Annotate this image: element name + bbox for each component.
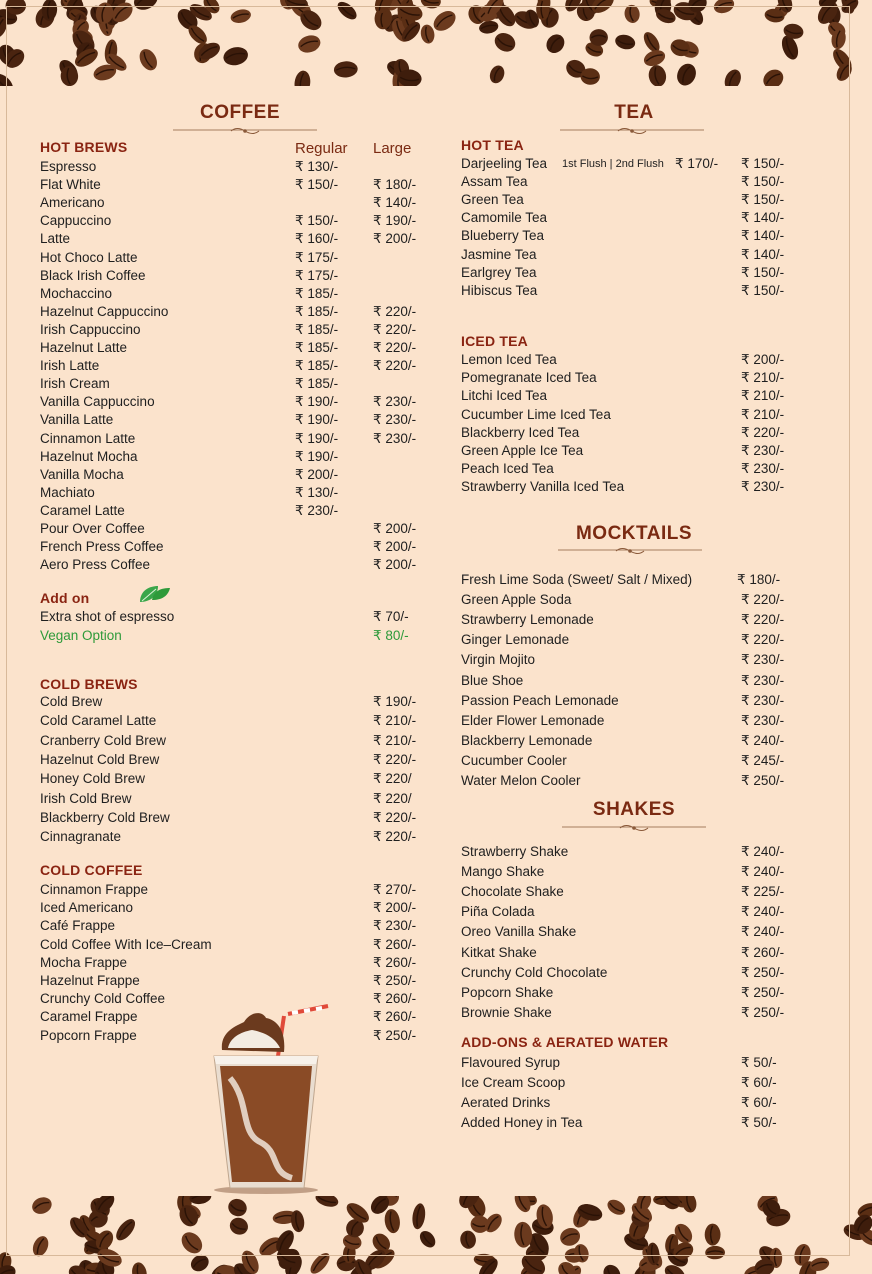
tea-title: TEA	[614, 102, 654, 123]
item-price: ₹ 240/-	[741, 844, 785, 859]
item-name: Irish Cold Brew	[40, 790, 132, 806]
item-price: ₹ 210/-	[741, 370, 785, 386]
menu-item-pomegranate-iced-tea	[461, 369, 821, 387]
item-name: Aerated Drinks	[461, 1095, 551, 1111]
item-name: Elder Flower Lemonade	[461, 712, 605, 728]
item-name: Green Apple Ice Tea	[461, 443, 584, 458]
item-name: Cucumber Lime Iced Tea	[461, 406, 611, 422]
large-column-header: Large	[373, 140, 412, 157]
add-on-heading: Add on	[40, 590, 90, 606]
item-price: ₹ 50/-	[741, 1055, 777, 1070]
item-name: Blackberry Lemonade	[461, 732, 593, 748]
item-large-price: ₹ 230/-	[373, 412, 417, 428]
item-name: Cold Caramel Latte	[40, 713, 157, 729]
item-name: Ice Cream Scoop	[461, 1075, 566, 1091]
menu-item-iced-americano	[40, 899, 417, 917]
item-regular-price: ₹ 175/-	[295, 249, 339, 265]
mocktails-divider-ornament	[558, 546, 702, 556]
item-name: Darjeeling Tea	[461, 156, 548, 171]
item-name: Ginger Lemonade	[461, 632, 570, 648]
item-name: Blackberry Cold Brew	[40, 809, 170, 825]
item-price: ₹ 220/-	[373, 751, 417, 767]
iced-tea-heading: ICED TEA	[461, 333, 528, 349]
item-regular-price: ₹ 130/-	[295, 159, 339, 174]
menu-item-hazelnut-mocha	[40, 448, 400, 466]
item-price: ₹ 220/-	[741, 424, 785, 440]
item-price: ₹ 150/-	[741, 264, 785, 280]
coffee-title: COFFEE	[199, 102, 281, 123]
menu-item-crunchy-cold-chocolate	[461, 964, 821, 982]
item-price: ₹ 150/-	[741, 156, 785, 171]
item-name: Honey Cold Brew	[40, 771, 146, 787]
item-price: ₹ 210/-	[741, 406, 785, 422]
item-price: ₹ 50/-	[741, 1115, 777, 1131]
item-price: ₹ 245/-	[741, 752, 785, 768]
menu-item-peach-iced-tea	[461, 460, 821, 478]
item-name: Irish Latte	[40, 358, 100, 374]
menu-item-mango-shake	[461, 863, 821, 881]
item-name: Popcorn Shake	[461, 984, 554, 1000]
item-large-price: ₹ 220/-	[373, 321, 417, 337]
menu-item-irish-cream	[40, 375, 400, 393]
item-name: Assam Tea	[461, 174, 528, 190]
item-regular-price: ₹ 200/-	[295, 466, 339, 482]
item-name: Oreo Vanilla Shake	[461, 924, 577, 940]
item-large-price: ₹ 230/-	[373, 394, 417, 410]
menu-item-green-tea	[461, 191, 801, 209]
item-price: ₹ 140/-	[741, 246, 785, 262]
item-name: Hot Choco Latte	[40, 249, 138, 265]
menu-item-mocha-frappe	[40, 954, 417, 972]
item-name: Flavoured Syrup	[461, 1055, 561, 1070]
item-name: Espresso	[40, 159, 97, 174]
menu-item-cold-brew	[40, 693, 417, 711]
item-name: Irish Cream	[40, 376, 110, 392]
item-price: ₹ 220/-	[373, 829, 417, 845]
item-name: Vanilla Mocha	[40, 466, 124, 482]
menu-item-litchi-iced-tea	[461, 387, 821, 405]
item-name: Popcorn Frappe	[40, 1027, 137, 1043]
menu-item-added-honey-in-tea	[461, 1114, 821, 1132]
item-name: Strawberry Vanilla Iced Tea	[461, 479, 625, 495]
menu-item-blueberry-tea	[461, 227, 801, 245]
menu-item-water-melon-cooler	[461, 772, 821, 790]
item-name: Brownie Shake	[461, 1004, 552, 1020]
menu-item-popcorn-shake	[461, 984, 821, 1002]
menu-item-blue-shoe	[461, 672, 821, 690]
item-name: Vanilla Cappuccino	[40, 394, 155, 410]
menu-item-vanilla-mocha	[40, 466, 400, 484]
menu-item-virgin-mojito	[461, 651, 821, 669]
item-price: ₹ 210/-	[741, 388, 785, 404]
item-name: Mocha Frappe	[40, 954, 128, 970]
item-name: Strawberry Shake	[461, 844, 569, 859]
item-name: Vegan Option	[40, 627, 122, 643]
menu-item-vegan-option	[40, 627, 409, 645]
item-price: ₹ 240/-	[741, 864, 785, 880]
menu-item-black-irish-coffee	[40, 267, 400, 285]
item-name: Blackberry Iced Tea	[461, 424, 580, 440]
item-name: Lemon Iced Tea	[461, 352, 557, 367]
item-large-price: ₹ 200/-	[373, 521, 417, 536]
item-large-price: ₹ 220/-	[373, 303, 417, 319]
item-price: ₹ 220/-	[373, 809, 417, 825]
item-name: Vanilla Latte	[40, 412, 114, 428]
item-large-price: ₹ 140/-	[373, 195, 417, 211]
item-price: ₹ 225/-	[741, 884, 785, 900]
item-price: ₹ 250/-	[741, 773, 785, 788]
item-regular-price: ₹ 190/-	[295, 412, 339, 428]
menu-item-blackberry-lemonade	[461, 732, 821, 750]
item-name: Cold Coffee With Ice–Cream	[40, 936, 212, 952]
item-price: ₹ 230/-	[741, 652, 785, 668]
item-price: ₹ 260/-	[741, 944, 785, 960]
menu-item-cold-caramel-latte	[40, 712, 417, 730]
menu-item-earlgrey-tea	[461, 264, 801, 282]
item-name: Cinnagranate	[40, 829, 122, 845]
item-price: ₹ 230/-	[741, 479, 785, 495]
item-price: ₹ 250/-	[741, 964, 785, 980]
menu-item-oreo-vanilla-shake	[461, 923, 821, 941]
item-name: Machiato	[40, 484, 95, 500]
menu-item-chocolate-shake	[461, 883, 821, 901]
item-name: Iced Americano	[40, 900, 134, 916]
item-name: Earlgrey Tea	[461, 264, 537, 280]
item-price: ₹ 80/-	[373, 627, 409, 643]
item-price: ₹ 200/-	[373, 900, 417, 916]
item-large-price: ₹ 220/-	[373, 340, 417, 355]
menu-item-camomile-tea	[461, 209, 801, 227]
item-price: ₹ 240/-	[741, 732, 785, 748]
item-regular-price: ₹ 190/-	[295, 430, 339, 446]
menu-item-caf-frappe	[40, 917, 417, 935]
item-price: ₹ 60/-	[741, 1095, 777, 1111]
item-name: Chocolate Shake	[461, 884, 564, 900]
menu-item-cold-coffee-with-ice-cream	[40, 936, 417, 954]
item-name: Strawberry Lemonade	[461, 612, 594, 628]
item-name: Peach Iced Tea	[461, 461, 554, 477]
item-regular-price: ₹ 160/-	[295, 231, 339, 247]
item-name: Mango Shake	[461, 864, 545, 880]
menu-item-assam-tea	[461, 173, 801, 191]
addons-aerated-heading: ADD-ONS & AERATED WATER	[461, 1034, 669, 1050]
item-name: French Press Coffee	[40, 539, 164, 555]
item-name: Mochaccino	[40, 285, 113, 301]
menu-item-extra-shot-of-espresso	[40, 608, 409, 626]
item-name: Cold Brew	[40, 694, 103, 709]
item-price: ₹ 220/	[373, 790, 412, 806]
item-large-price: ₹ 180/-	[373, 177, 417, 193]
menu-item-hazelnut-frappe	[40, 972, 417, 990]
item-price: ₹ 200/-	[741, 352, 785, 367]
item-price: ₹ 70/-	[373, 609, 409, 624]
item-price: ₹ 150/-	[741, 192, 785, 208]
menu-item-elder-flower-lemonade	[461, 712, 821, 730]
hot-brews-heading: HOT BREWS	[40, 139, 128, 155]
menu-item-hot-choco-latte	[40, 249, 400, 267]
item-price: ₹ 230/-	[741, 692, 785, 708]
item-price: ₹ 230/-	[741, 461, 785, 477]
menu-item-machiato	[40, 484, 400, 502]
item-regular-price: ₹ 150/-	[295, 213, 339, 229]
item-name: Fresh Lime Soda (Sweet/ Salt / Mixed)	[461, 572, 693, 587]
item-name: Cinnamon Frappe	[40, 882, 149, 897]
menu-item-strawberry-shake	[461, 843, 821, 861]
item-name: Café Frappe	[40, 918, 116, 934]
shakes-divider-ornament	[562, 823, 706, 833]
item-price: ₹ 240/-	[741, 904, 785, 920]
item-name: Kitkat Shake	[461, 944, 537, 960]
item-regular-price: ₹ 185/-	[295, 358, 339, 374]
menu-item-mochaccino	[40, 285, 400, 303]
menu-item-aero-press-coffee	[40, 556, 417, 574]
item-name: Jasmine Tea	[461, 246, 537, 262]
menu-item-cucumber-lime-iced-tea	[461, 406, 821, 424]
menu-item-cranberry-cold-brew	[40, 732, 417, 750]
menu-item-hazelnut-latte	[40, 339, 417, 357]
item-large-price: ₹ 230/-	[373, 430, 417, 446]
item-price: ₹ 250/-	[373, 1027, 417, 1043]
frappe-glass-illustration	[200, 1002, 330, 1198]
menu-item-vanilla-cappuccino	[40, 393, 417, 411]
item-name: Hibiscus Tea	[461, 282, 538, 298]
item-name: Cappuccino	[40, 213, 112, 229]
item-regular-price: ₹ 190/-	[295, 448, 339, 464]
item-price: ₹ 250/-	[741, 984, 785, 1000]
menu-item-irish-latte	[40, 357, 417, 375]
coffee-beans-bottom-border	[0, 1196, 872, 1274]
item-price: ₹ 220/-	[741, 592, 785, 608]
menu-item-espresso	[40, 158, 400, 176]
item-name: Hazelnut Frappe	[40, 973, 140, 988]
item-price: ₹ 260/-	[373, 1009, 417, 1025]
item-price: ₹ 210/-	[373, 713, 417, 729]
item-price: ₹ 180/-	[737, 572, 781, 587]
item-name: Blue Shoe	[461, 672, 524, 688]
item-regular-price: ₹ 130/-	[295, 484, 339, 500]
item-price: ₹ 230/-	[741, 672, 785, 688]
menu-item-green-apple-soda	[461, 591, 821, 609]
menu-item-cappuccino	[40, 212, 417, 230]
hot-tea-heading: HOT TEA	[461, 137, 524, 153]
shakes-title: SHAKES	[592, 799, 676, 820]
leaf-icon	[136, 582, 172, 606]
menu-item-americano	[40, 194, 417, 212]
item-name: Camomile Tea	[461, 210, 548, 226]
menu-item-cinnamon-frappe	[40, 881, 417, 899]
item-name: Piña Colada	[461, 904, 535, 920]
item-name: Caramel Latte	[40, 502, 125, 518]
menu-item-jasmine-tea	[461, 246, 801, 264]
item-second-flush-price: ₹ 170/-	[675, 156, 719, 171]
item-name: Hazelnut Cappuccino	[40, 303, 169, 319]
menu-item-ice-cream-scoop	[461, 1074, 821, 1092]
item-price: ₹ 150/-	[741, 174, 785, 190]
item-flush-note: 1st Flush | 2nd Flush	[562, 158, 664, 170]
item-regular-price: ₹ 230/-	[295, 502, 339, 518]
menu-item-fresh-lime-soda-sweet-salt-mixed	[461, 571, 821, 589]
item-name: Aero Press Coffee	[40, 557, 151, 573]
item-large-price: ₹ 200/-	[373, 539, 417, 555]
item-name: Green Tea	[461, 192, 524, 208]
item-price: ₹ 230/-	[741, 712, 785, 728]
item-regular-price: ₹ 185/-	[295, 285, 339, 301]
item-name: Hazelnut Mocha	[40, 448, 138, 464]
item-price: ₹ 260/-	[373, 954, 417, 970]
item-regular-price: ₹ 150/-	[295, 177, 339, 193]
menu-item-hazelnut-cold-brew	[40, 751, 417, 769]
item-name: Latte	[40, 231, 71, 247]
item-name: Passion Peach Lemonade	[461, 692, 619, 708]
menu-item-brownie-shake	[461, 1004, 821, 1022]
item-name: Irish Cappuccino	[40, 321, 141, 337]
menu-item-aerated-drinks	[461, 1094, 821, 1112]
item-name: Green Apple Soda	[461, 592, 572, 608]
item-name: Caramel Frappe	[40, 1009, 138, 1025]
menu-item-latte	[40, 230, 417, 248]
item-name: Extra shot of espresso	[40, 609, 175, 624]
menu-item-flavoured-syrup	[461, 1054, 821, 1072]
item-large-price: ₹ 190/-	[373, 213, 417, 229]
item-price: ₹ 140/-	[741, 228, 785, 244]
item-price: ₹ 210/-	[373, 732, 417, 748]
menu-item-lemon-iced-tea	[461, 351, 821, 369]
item-price: ₹ 230/-	[373, 918, 417, 934]
item-price: ₹ 150/-	[741, 282, 785, 298]
item-name: Cranberry Cold Brew	[40, 732, 167, 748]
menu-item-passion-peach-lemonade	[461, 692, 821, 710]
item-price: ₹ 60/-	[741, 1075, 777, 1091]
menu-item-french-press-coffee	[40, 538, 417, 556]
item-regular-price: ₹ 185/-	[295, 303, 339, 319]
item-price: ₹ 260/-	[373, 991, 417, 1007]
item-price: ₹ 250/-	[741, 1004, 785, 1020]
item-name: Crunchy Cold Chocolate	[461, 964, 608, 980]
menu-item-flat-white	[40, 176, 417, 194]
menu-item-cinnamon-latte	[40, 430, 417, 448]
item-regular-price: ₹ 175/-	[295, 267, 339, 283]
menu-item-pi-a-colada	[461, 903, 821, 921]
menu-item-irish-cappuccino	[40, 321, 417, 339]
menu-item-strawberry-lemonade	[461, 611, 821, 629]
item-name: Americano	[40, 195, 105, 211]
menu-item-darjeeling-tea	[461, 155, 801, 173]
menu-item-irish-cold-brew	[40, 790, 412, 808]
menu-item-caramel-latte	[40, 502, 400, 520]
menu-item-blackberry-cold-brew	[40, 809, 417, 827]
tea-divider-ornament	[560, 126, 704, 136]
menu-item-kitkat-shake	[461, 944, 821, 962]
cold-coffee-heading: COLD COFFEE	[40, 862, 143, 878]
item-regular-price: ₹ 185/-	[295, 321, 339, 337]
item-price: ₹ 190/-	[373, 694, 417, 709]
item-name: Added Honey in Tea	[461, 1115, 583, 1131]
menu-item-hazelnut-cappuccino	[40, 303, 417, 321]
item-regular-price: ₹ 185/-	[295, 376, 339, 392]
menu-item-honey-cold-brew	[40, 770, 412, 788]
item-price: ₹ 220/	[373, 771, 412, 787]
item-name: Cinnamon Latte	[40, 430, 136, 446]
item-name: Black Irish Coffee	[40, 267, 146, 283]
menu-item-cucumber-cooler	[461, 752, 821, 770]
item-price: ₹ 220/-	[741, 632, 785, 648]
item-large-price: ₹ 200/-	[373, 557, 417, 573]
item-price: ₹ 270/-	[373, 882, 417, 897]
item-price: ₹ 140/-	[741, 210, 785, 226]
menu-item-ginger-lemonade	[461, 631, 821, 649]
item-name: Virgin Mojito	[461, 652, 536, 668]
item-price: ₹ 250/-	[373, 973, 417, 988]
item-regular-price: ₹ 185/-	[295, 340, 339, 355]
menu-item-pour-over-coffee	[40, 520, 417, 538]
item-price: ₹ 230/-	[741, 443, 785, 458]
regular-column-header: Regular	[295, 140, 348, 157]
item-name: Pomegranate Iced Tea	[461, 370, 597, 386]
menu-item-green-apple-ice-tea	[461, 442, 821, 460]
item-regular-price: ₹ 190/-	[295, 394, 339, 410]
item-price: ₹ 240/-	[741, 924, 785, 940]
item-name: Blueberry Tea	[461, 228, 545, 244]
item-price: ₹ 220/-	[741, 612, 785, 628]
coffee-divider-ornament	[173, 126, 317, 136]
item-name: Water Melon Cooler	[461, 773, 581, 788]
item-name: Cucumber Cooler	[461, 752, 567, 768]
item-price: ₹ 260/-	[373, 936, 417, 952]
menu-item-blackberry-iced-tea	[461, 424, 821, 442]
item-name: Flat White	[40, 177, 101, 193]
item-name: Hazelnut Latte	[40, 340, 128, 355]
menu-item-cinnagranate	[40, 828, 417, 846]
menu-item-strawberry-vanilla-iced-tea	[461, 478, 821, 496]
item-name: Hazelnut Cold Brew	[40, 751, 160, 767]
mocktails-title: MOCKTAILS	[575, 523, 693, 544]
item-name: Litchi Iced Tea	[461, 388, 548, 404]
menu-item-vanilla-latte	[40, 411, 417, 429]
menu-item-hibiscus-tea	[461, 282, 801, 300]
item-name: Crunchy Cold Coffee	[40, 991, 166, 1007]
item-name: Pour Over Coffee	[40, 521, 145, 536]
item-large-price: ₹ 220/-	[373, 358, 417, 374]
coffee-beans-top-border	[0, 0, 872, 86]
cold-brews-heading: COLD BREWS	[40, 676, 138, 692]
item-large-price: ₹ 200/-	[373, 231, 417, 247]
